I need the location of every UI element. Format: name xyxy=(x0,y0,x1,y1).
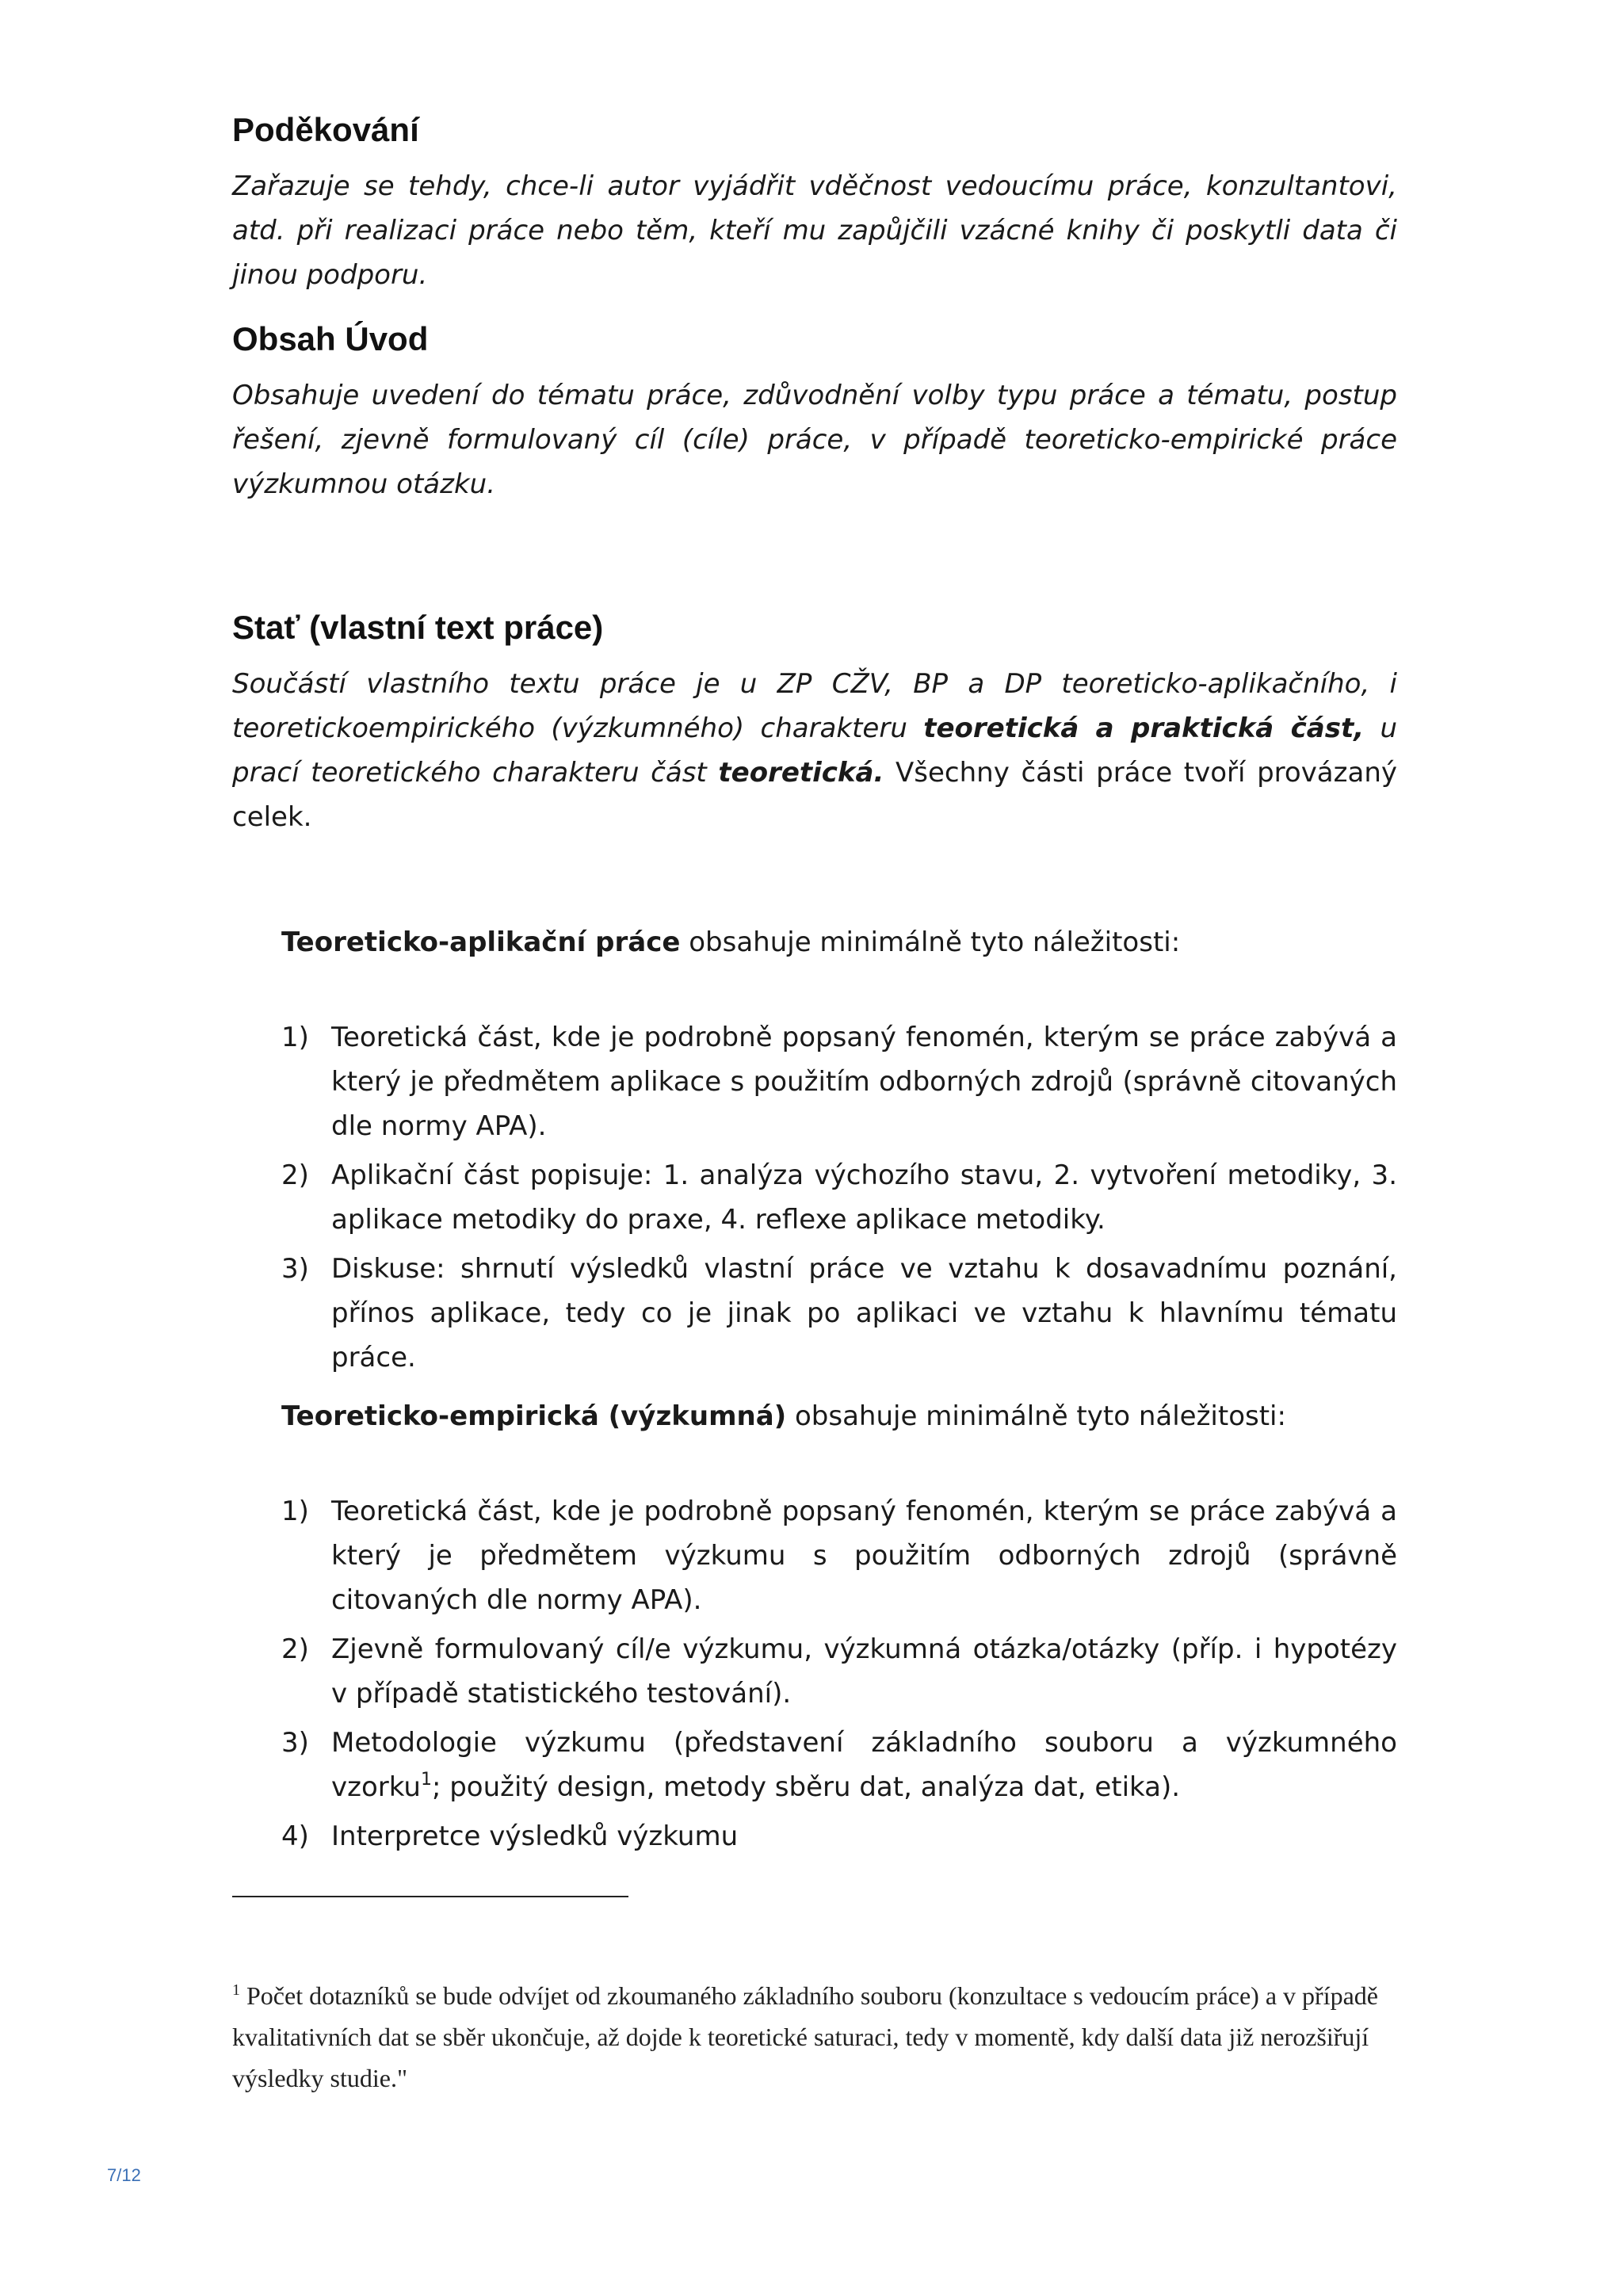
main-text-paragraph xyxy=(232,662,1397,839)
empirical-work-heading-bold: Teoreticko-empirická (výzkumná) xyxy=(281,1400,787,1432)
main-content xyxy=(232,107,1397,1863)
acknowledgements-text: Zařazuje se tehdy, chce-li autor vyjádřit vděčnost vedoucímu práce, konzultantovi, atd. při realizaci práce nebo těm, kteří mu zapůjčili vzácné knihy či poskytli data či jinou podporu. xyxy=(232,170,1397,291)
empirical-work-heading-rest: obsahuje minimálně tyto náležitosti: xyxy=(786,1400,1286,1432)
list-item-text: Diskuse: shrnutí výsledků vlastní práce ve vztahu k dosavadnímu poznání, přínos aplikace, tedy co je jinak po aplikaci ve vztahu k hlavnímu tématu práce. xyxy=(331,1253,1397,1373)
applied-work-heading-bold: Teoreticko-aplikační práce xyxy=(281,926,681,958)
list-item xyxy=(281,1247,1397,1380)
empirical-work-list xyxy=(232,1489,1397,1859)
contents-intro-text: Obsahuje uvedení do tématu práce, zdůvodnění volby typu práce a tématu, postup řešení, zjevně formulovaný cíl (cíle) práce, v případě teoreticko-empirické práce výzkumnou otázku. xyxy=(232,380,1397,500)
footnote xyxy=(232,1975,1397,2099)
list-item xyxy=(281,1489,1397,1622)
list-item xyxy=(281,1015,1397,1148)
main-text-bold-2: teoretická. xyxy=(718,757,884,789)
list-item xyxy=(281,1721,1397,1809)
list-item-text: Zjevně formulovaný cíl/e výzkumu, výzkumná otázka/otázky (příp. i hypotézy v případě statistického testování). xyxy=(331,1633,1397,1710)
section-title-acknowledgements: Poděkování xyxy=(232,111,419,148)
list-item-text: Teoretická část, kde je podrobně popsaný fenomén, kterým se práce zabývá a který je předmětem výzkumu s použitím odborných zdrojů (správně citovaných dle normy APA). xyxy=(331,1496,1397,1616)
list-item xyxy=(281,1153,1397,1242)
section-acknowledgements xyxy=(232,107,1397,297)
footnote-text: Počet dotazníků se bude odvíjet od zkoumaného základního souboru (konzultace s vedoucím práce) a v případě kvalitativních dat se sběr ukončuje, až dojde k teoretické saturaci, tedy v momentě, kdy další data již nerozšiřují výsledky studie." xyxy=(232,1981,1378,2092)
page-number: 7/12 xyxy=(107,2165,141,2185)
list-item-number: 1) xyxy=(281,1022,309,1053)
list-item-number: 3) xyxy=(281,1727,309,1759)
list-item-number: 2) xyxy=(281,1159,309,1191)
main-text-part-2: u prací teoretického charakteru část xyxy=(232,712,1398,789)
empirical-work-heading xyxy=(232,1394,1397,1438)
main-text-bold-1: teoretická a praktická část, xyxy=(923,712,1365,744)
list-item-text-continued: ; použitý design, metody sběru dat, analýza dat, etika). xyxy=(431,1771,1181,1803)
section-main-text xyxy=(232,605,1397,839)
list-item-number: 2) xyxy=(281,1633,309,1665)
footnote-separator xyxy=(232,1896,628,1897)
applied-work-heading-rest: obsahuje minimálně tyto náležitosti: xyxy=(680,926,1181,958)
footnote-reference[interactable]: 1 xyxy=(420,1770,432,1790)
list-item-text: Aplikační část popisuje: 1. analýza výchozího stavu, 2. vytvoření metodiky, 3. aplikace metodiky do praxe, 4. reflexe aplikace metodiky. xyxy=(331,1159,1397,1236)
list-item-text: Interpretce výsledků výzkumu xyxy=(331,1820,739,1852)
list-item-number: 3) xyxy=(281,1253,309,1285)
applied-work-heading xyxy=(232,920,1397,965)
applied-work-list xyxy=(232,1015,1397,1380)
footnote-marker: 1 xyxy=(232,1981,240,1999)
section-title-contents-intro: Obsah Úvod xyxy=(232,320,429,357)
section-contents-intro xyxy=(232,316,1397,506)
main-text-part-1: Součástí vlastního textu práce je u ZP CŽV, BP a DP teoreticko-aplikačního, i teoretickoempirického (výzkumného) charakteru xyxy=(232,668,1397,744)
list-item xyxy=(281,1627,1397,1716)
list-item-text: Teoretická část, kde je podrobně popsaný fenomén, kterým se práce zabývá a který je předmětem aplikace s použitím odborných zdrojů (správně citovaných dle normy APA). xyxy=(331,1022,1397,1142)
main-text-part-3: Všechny části práce tvoří provázaný celek. xyxy=(232,757,1397,833)
list-item-number: 1) xyxy=(281,1496,309,1527)
section-title-main-text: Stať (vlastní text práce) xyxy=(232,609,604,646)
list-item xyxy=(281,1814,1397,1859)
list-item-text: Metodologie výzkumu (představení základního souboru a výzkumného vzorku xyxy=(331,1727,1397,1803)
list-item-number: 4) xyxy=(281,1820,309,1852)
